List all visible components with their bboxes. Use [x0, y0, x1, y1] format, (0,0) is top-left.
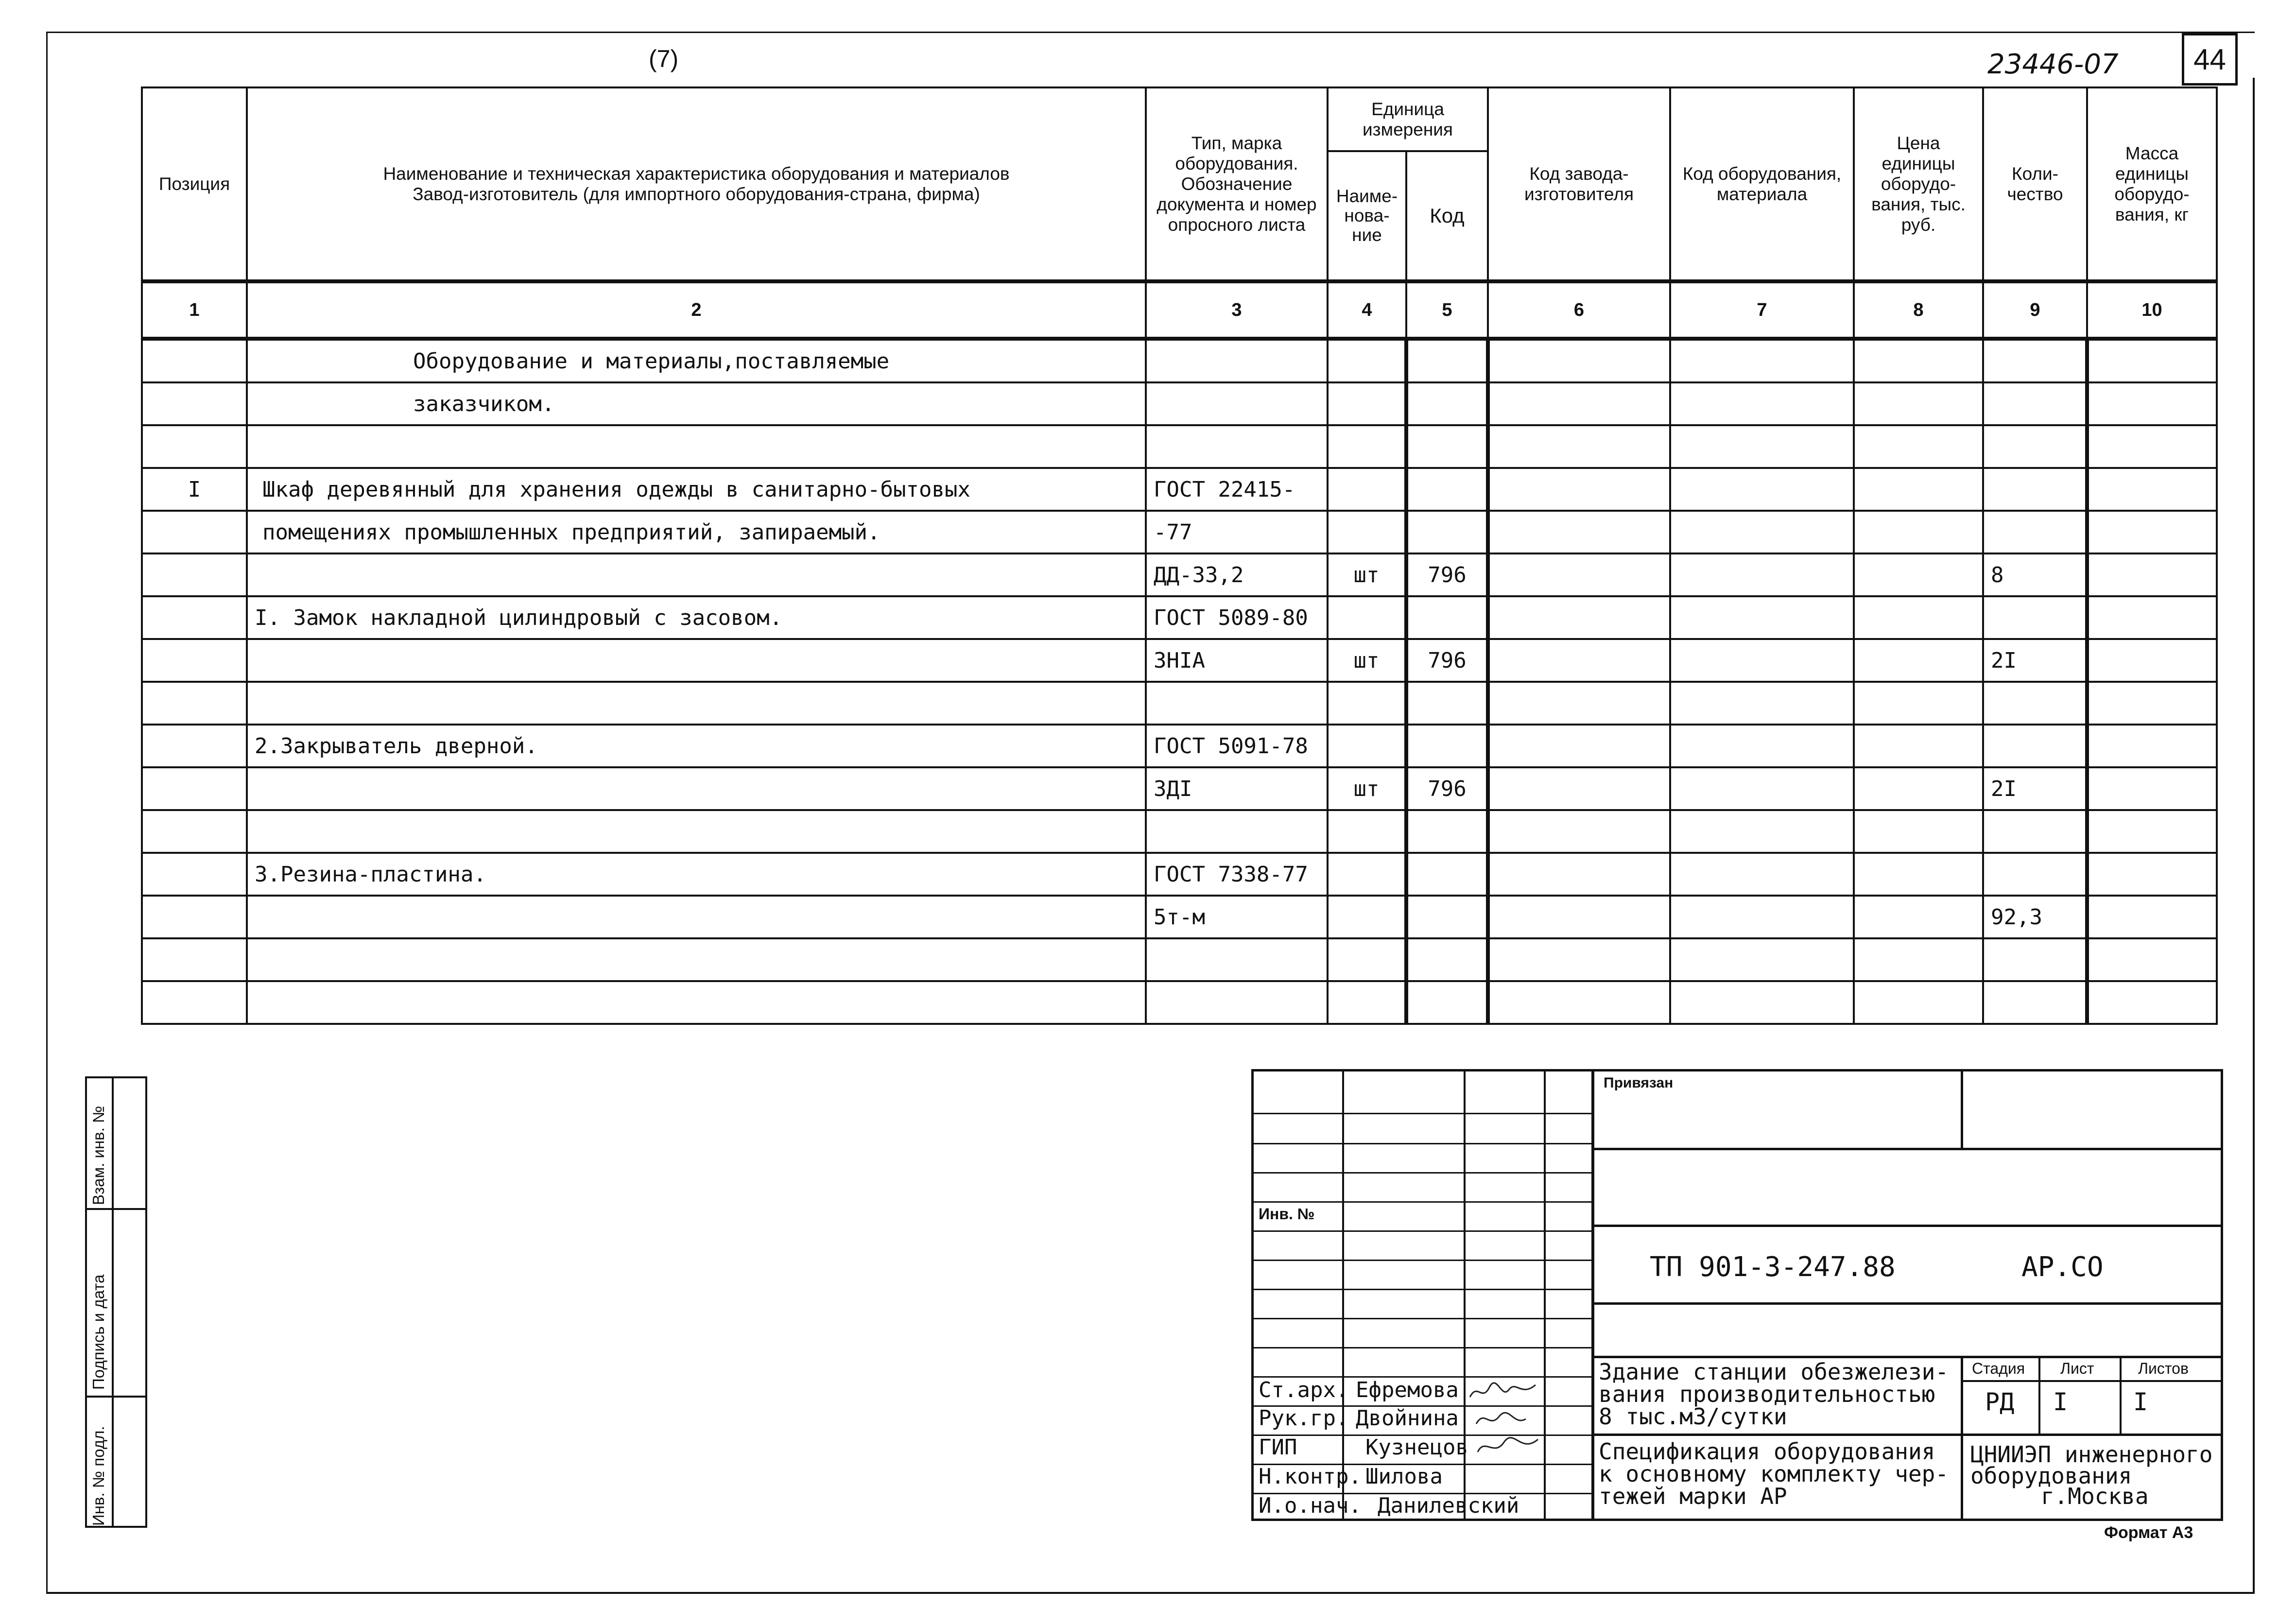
- cell-position: [142, 425, 247, 468]
- tb-hline: [1961, 1380, 2223, 1382]
- table-row: [142, 639, 2217, 682]
- doc-title-line: к основному комплекту чер-: [1599, 1461, 1949, 1487]
- header-name: Наименование и техническая характеристика оборудования и материалов Завод-изготовитель (для импортного оборудования-страна, фирма): [247, 87, 1146, 281]
- cell-factory-code: [1488, 639, 1670, 682]
- cell-unit: [1328, 725, 1406, 767]
- sheet-label: Лист: [2060, 1360, 2094, 1377]
- cell-factory-code: [1488, 938, 1670, 981]
- cell-unit: [1328, 596, 1406, 639]
- cell-unit-code: [1406, 468, 1488, 511]
- cell-mass: [2087, 938, 2217, 981]
- cell-equipment-code: [1670, 810, 1854, 853]
- cell-unit: [1328, 810, 1406, 853]
- cell-equipment-code: [1670, 511, 1854, 553]
- cell-unit-code: [1406, 896, 1488, 938]
- cell-name: [247, 896, 1146, 938]
- tb-hline: [1592, 1148, 2223, 1150]
- cell-quantity: 92,3: [1983, 896, 2087, 938]
- table-row: [142, 596, 2217, 639]
- cell-mass: [2087, 425, 2217, 468]
- person-role: И.о.нач.: [1259, 1493, 1362, 1518]
- cell-type: [1146, 938, 1328, 981]
- cell-position: [142, 639, 247, 682]
- column-number: 1: [142, 281, 247, 339]
- page-frame-right: [2253, 78, 2255, 1594]
- cell-equipment-code: [1670, 382, 1854, 425]
- tb-hline: [1251, 1260, 1592, 1261]
- cell-position: [142, 339, 247, 382]
- cell-mass: [2087, 896, 2217, 938]
- side-label-podpis: Подпись и дата: [89, 1274, 107, 1390]
- cell-quantity: [1983, 339, 2087, 382]
- cell-type: ГОСТ 5091-78: [1146, 725, 1328, 767]
- cell-quantity: 8: [1983, 553, 2087, 596]
- column-numbers-row: [142, 281, 2217, 339]
- cell-type: [1146, 682, 1328, 725]
- inv-no-label: Инв. №: [1259, 1205, 1315, 1223]
- column-number: 5: [1406, 281, 1488, 339]
- column-number: 2: [247, 281, 1146, 339]
- person-name: Кузнецов: [1365, 1435, 1468, 1460]
- cell-name: заказчиком.: [247, 382, 1146, 425]
- cell-quantity: 2I: [1983, 639, 2087, 682]
- cell-equipment-code: [1670, 425, 1854, 468]
- cell-factory-code: [1488, 596, 1670, 639]
- sheet-number: 44: [2193, 43, 2226, 76]
- cell-mass: [2087, 553, 2217, 596]
- cell-quantity: [1983, 810, 2087, 853]
- cell-factory-code: [1488, 981, 1670, 1024]
- column-number: 9: [1983, 281, 2087, 339]
- cell-factory-code: [1488, 896, 1670, 938]
- cell-price: [1854, 339, 1983, 382]
- cell-price: [1854, 553, 1983, 596]
- cell-mass: [2087, 511, 2217, 553]
- column-number: 3: [1146, 281, 1328, 339]
- tb-hline: [1251, 1172, 1592, 1174]
- sheet-number-box: [2182, 33, 2238, 86]
- cell-price: [1854, 468, 1983, 511]
- tb-hline: [1251, 1289, 1592, 1290]
- cell-equipment-code: [1670, 596, 1854, 639]
- building-title-line: Здание станции обезжелези-: [1599, 1359, 1949, 1385]
- format-label: Формат А3: [2104, 1523, 2193, 1542]
- tb-hline: [1592, 1434, 2223, 1436]
- cell-quantity: [1983, 425, 2087, 468]
- tb-hline: [1251, 1318, 1592, 1319]
- table-row: [142, 468, 2217, 511]
- cell-equipment-code: [1670, 639, 1854, 682]
- cell-unit: шт: [1328, 639, 1406, 682]
- cell-quantity: 2I: [1983, 767, 2087, 810]
- cell-mass: [2087, 767, 2217, 810]
- cell-type: [1146, 382, 1328, 425]
- tb-hline: [1592, 1225, 2223, 1227]
- tb-vline: [2038, 1356, 2040, 1434]
- cell-position: [142, 553, 247, 596]
- cell-factory-code: [1488, 425, 1670, 468]
- cell-unit-code: [1406, 511, 1488, 553]
- cell-equipment-code: [1670, 767, 1854, 810]
- cell-name: [247, 553, 1146, 596]
- sheets-value: I: [2133, 1388, 2148, 1416]
- org-line: ЦНИИЭП инженерного: [1970, 1441, 2213, 1468]
- cell-name: [247, 810, 1146, 853]
- signature-kuznetsov: [1475, 1434, 1543, 1460]
- cell-price: [1854, 511, 1983, 553]
- cell-factory-code: [1488, 682, 1670, 725]
- cell-price: [1854, 425, 1983, 468]
- side-label-vzam: Взам. инв. №: [89, 1106, 107, 1205]
- person-role: Ст.арх.: [1259, 1378, 1349, 1402]
- cell-factory-code: [1488, 725, 1670, 767]
- cell-quantity: [1983, 853, 2087, 896]
- cell-mass: [2087, 682, 2217, 725]
- cell-factory-code: [1488, 511, 1670, 553]
- column-number: 4: [1328, 281, 1406, 339]
- table-body: [142, 339, 2217, 1024]
- header-unit-name: Наиме-нова-ние: [1328, 151, 1406, 281]
- cell-equipment-code: [1670, 468, 1854, 511]
- cell-factory-code: [1488, 339, 1670, 382]
- cell-factory-code: [1488, 468, 1670, 511]
- cell-equipment-code: [1670, 938, 1854, 981]
- cell-mass: [2087, 853, 2217, 896]
- person-name: Данилевский: [1378, 1493, 1519, 1518]
- tb-hline: [1251, 1201, 1592, 1203]
- sheet-value: I: [2053, 1388, 2068, 1416]
- header-type: Тип, марка оборудования. Обозначение документа и номер опросного листа: [1146, 87, 1328, 281]
- header-mass: Масса единицы оборудо-вания, кг: [2087, 87, 2217, 281]
- cell-type: ЗНIА: [1146, 639, 1328, 682]
- column-number: 6: [1488, 281, 1670, 339]
- cell-unit-code: [1406, 339, 1488, 382]
- tb-hline: [1251, 1143, 1592, 1144]
- cell-type: [1146, 425, 1328, 468]
- person-role: ГИП: [1259, 1435, 1297, 1460]
- person-name: Двойнина: [1356, 1406, 1459, 1431]
- table-row: [142, 853, 2217, 896]
- cell-unit-code: [1406, 853, 1488, 896]
- tb-hline: [1251, 1347, 1592, 1348]
- cell-type: [1146, 810, 1328, 853]
- cell-name: помещениях промышленных предприятий, запираемый.: [247, 511, 1146, 553]
- cell-unit: шт: [1328, 767, 1406, 810]
- cell-price: [1854, 938, 1983, 981]
- cell-price: [1854, 639, 1983, 682]
- column-number-top: (7): [649, 45, 679, 72]
- table-row: [142, 339, 2217, 382]
- cell-factory-code: [1488, 382, 1670, 425]
- header-position: Позиция: [142, 87, 247, 281]
- tb-vline: [1591, 1069, 1594, 1521]
- cell-name: Оборудование и материалы,поставляемые: [247, 339, 1146, 382]
- cell-type: ГОСТ 22415-: [1146, 468, 1328, 511]
- table-row: [142, 938, 2217, 981]
- stage-label: Стадия: [1972, 1360, 2025, 1377]
- cell-price: [1854, 981, 1983, 1024]
- cell-unit-code: [1406, 425, 1488, 468]
- cell-position: [142, 767, 247, 810]
- tb-vline: [1544, 1069, 1546, 1521]
- cell-mass: [2087, 725, 2217, 767]
- cell-mass: [2087, 596, 2217, 639]
- cell-type: [1146, 981, 1328, 1024]
- cell-mass: [2087, 981, 2217, 1024]
- tb-vline: [1961, 1069, 1963, 1149]
- cell-quantity: [1983, 468, 2087, 511]
- cell-name: [247, 938, 1146, 981]
- cell-mass: [2087, 382, 2217, 425]
- cell-unit: [1328, 938, 1406, 981]
- cell-unit-code: 796: [1406, 553, 1488, 596]
- table-row: [142, 896, 2217, 938]
- table-row: [142, 725, 2217, 767]
- cell-equipment-code: [1670, 896, 1854, 938]
- cell-unit-code: 796: [1406, 767, 1488, 810]
- cell-unit: [1328, 425, 1406, 468]
- cell-type: ЗДI: [1146, 767, 1328, 810]
- cell-mass: [2087, 339, 2217, 382]
- cell-equipment-code: [1670, 853, 1854, 896]
- table-row: [142, 810, 2217, 853]
- doc-title-line: Спецификация оборудования: [1599, 1438, 1935, 1465]
- cell-name: [247, 682, 1146, 725]
- stage-value: РД: [1985, 1388, 2015, 1416]
- cell-position: [142, 682, 247, 725]
- cell-unit-code: [1406, 810, 1488, 853]
- cell-name: [247, 425, 1146, 468]
- cell-quantity: [1983, 725, 2087, 767]
- table-header-row: [142, 87, 2217, 151]
- cell-price: [1854, 682, 1983, 725]
- cell-unit: [1328, 468, 1406, 511]
- tb-hline: [1251, 1230, 1592, 1232]
- cell-position: [142, 596, 247, 639]
- cell-position: [142, 511, 247, 553]
- cell-equipment-code: [1670, 339, 1854, 382]
- doc-number-top: 23446-07: [1987, 49, 2119, 80]
- cell-type: 5т-м: [1146, 896, 1328, 938]
- table-row: [142, 511, 2217, 553]
- cell-position: I: [142, 468, 247, 511]
- cell-unit: шт: [1328, 553, 1406, 596]
- table-row: [142, 981, 2217, 1024]
- cell-unit: [1328, 339, 1406, 382]
- cell-mass: [2087, 468, 2217, 511]
- cell-unit: [1328, 896, 1406, 938]
- tb-hline: [1251, 1113, 1592, 1114]
- person-name: Шилова: [1365, 1464, 1443, 1489]
- cell-unit-code: [1406, 981, 1488, 1024]
- column-number: 8: [1854, 281, 1983, 339]
- sheets-label: Листов: [2138, 1360, 2189, 1377]
- cell-name: [247, 981, 1146, 1024]
- cell-name: 3.Резина-пластина.: [247, 853, 1146, 896]
- table-row: [142, 767, 2217, 810]
- cell-quantity: [1983, 382, 2087, 425]
- tb-hline: [1592, 1356, 2223, 1358]
- header-quantity: Коли-чество: [1983, 87, 2087, 281]
- cell-quantity: [1983, 981, 2087, 1024]
- cell-price: [1854, 382, 1983, 425]
- tb-vline: [2120, 1356, 2122, 1434]
- cell-price: [1854, 767, 1983, 810]
- cell-name: [247, 639, 1146, 682]
- table-row: [142, 682, 2217, 725]
- cell-name: I. Замок накладной цилиндровый с засовом.: [247, 596, 1146, 639]
- signature-efremova: [1467, 1378, 1540, 1407]
- header-equipment-code: Код оборудования, материала: [1670, 87, 1854, 281]
- cell-position: [142, 382, 247, 425]
- org-line: г.Москва: [2041, 1483, 2149, 1509]
- signature-dvoinina: [1472, 1407, 1531, 1434]
- side-strip-divider: [112, 1076, 114, 1528]
- cell-unit-code: [1406, 682, 1488, 725]
- cell-unit-code: [1406, 382, 1488, 425]
- cell-unit: [1328, 682, 1406, 725]
- header-factory-code: Код завода-изготовителя: [1488, 87, 1670, 281]
- cell-name: 2.Закрыватель дверной.: [247, 725, 1146, 767]
- cell-factory-code: [1488, 853, 1670, 896]
- cell-type: ГОСТ 5089-80: [1146, 596, 1328, 639]
- mark-code: АР.СО: [2021, 1251, 2104, 1283]
- cell-equipment-code: [1670, 682, 1854, 725]
- header-unit-group: Единица измерения: [1328, 87, 1488, 151]
- cell-unit-code: 796: [1406, 639, 1488, 682]
- person-role: Н.контр.: [1259, 1464, 1362, 1489]
- cell-unit: [1328, 382, 1406, 425]
- cell-price: [1854, 725, 1983, 767]
- cell-position: [142, 896, 247, 938]
- cell-type: ДД-33,2: [1146, 553, 1328, 596]
- cell-unit: [1328, 511, 1406, 553]
- cell-equipment-code: [1670, 981, 1854, 1024]
- cell-quantity: [1983, 938, 2087, 981]
- cell-position: [142, 725, 247, 767]
- header-unit-code: Код: [1406, 151, 1488, 281]
- cell-position: [142, 810, 247, 853]
- header-price: Цена единицы оборудо-вания, тыс. руб.: [1854, 87, 1983, 281]
- cell-name: [247, 767, 1146, 810]
- cell-price: [1854, 596, 1983, 639]
- cell-quantity: [1983, 511, 2087, 553]
- column-number: 7: [1670, 281, 1854, 339]
- cell-equipment-code: [1670, 725, 1854, 767]
- cell-quantity: [1983, 682, 2087, 725]
- side-label-inv-podl: Инв. № подл.: [89, 1426, 107, 1526]
- cell-price: [1854, 896, 1983, 938]
- cell-name: Шкаф деревянный для хранения одежды в санитарно-бытовых: [247, 468, 1146, 511]
- table-row: [142, 425, 2217, 468]
- cell-price: [1854, 853, 1983, 896]
- person-role: Рук.гр.: [1259, 1406, 1349, 1431]
- cell-factory-code: [1488, 553, 1670, 596]
- cell-factory-code: [1488, 810, 1670, 853]
- page-frame-bottom: [46, 1592, 2255, 1594]
- doc-title-line: тежей марки АР: [1599, 1483, 1787, 1509]
- cell-unit: [1328, 981, 1406, 1024]
- table-row: [142, 382, 2217, 425]
- cell-unit: [1328, 853, 1406, 896]
- cell-factory-code: [1488, 767, 1670, 810]
- cell-mass: [2087, 639, 2217, 682]
- cell-unit-code: [1406, 938, 1488, 981]
- cell-position: [142, 938, 247, 981]
- tb-hline: [1592, 1302, 2223, 1305]
- cell-type: -77: [1146, 511, 1328, 553]
- cell-position: [142, 853, 247, 896]
- building-title-line: 8 тыс.м3/сутки: [1599, 1403, 1787, 1430]
- table-row: [142, 553, 2217, 596]
- cell-position: [142, 981, 247, 1024]
- cell-quantity: [1983, 596, 2087, 639]
- cell-unit-code: [1406, 725, 1488, 767]
- cell-type: [1146, 339, 1328, 382]
- tb-vline: [1342, 1069, 1344, 1521]
- cell-unit-code: [1406, 596, 1488, 639]
- building-title-line: вания производительностью: [1599, 1381, 1935, 1407]
- person-name: Ефремова: [1356, 1378, 1459, 1402]
- cell-equipment-code: [1670, 553, 1854, 596]
- specification-table: [141, 86, 2218, 1025]
- column-number: 10: [2087, 281, 2217, 339]
- cell-mass: [2087, 810, 2217, 853]
- org-line: оборудования: [1970, 1463, 2132, 1489]
- privyazan-label: Привязан: [1604, 1075, 1674, 1091]
- cell-type: ГОСТ 7338-77: [1146, 853, 1328, 896]
- project-code: ТП 901-3-247.88: [1650, 1251, 1896, 1283]
- cell-price: [1854, 810, 1983, 853]
